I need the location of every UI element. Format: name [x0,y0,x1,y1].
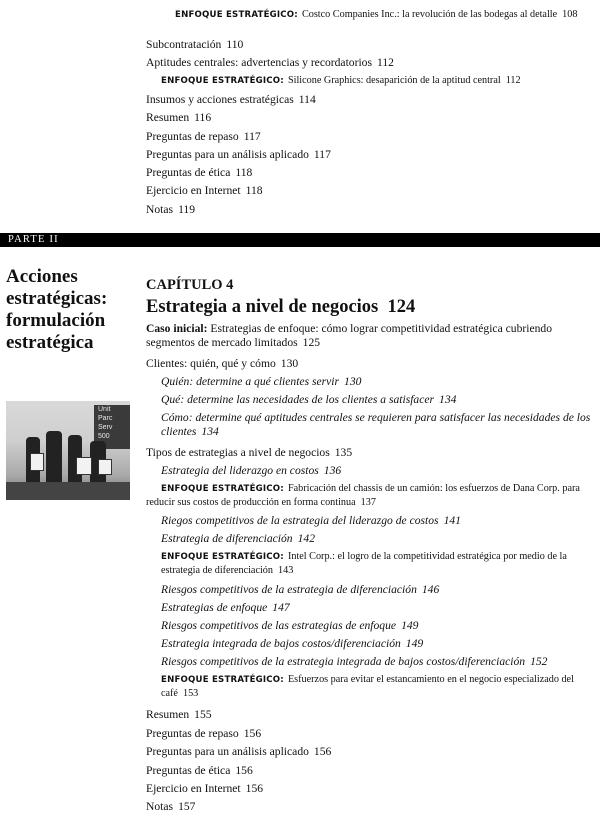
chapter-toc-entry [146,745,331,759]
entry-title: Preguntas para un análisis aplicado [146,745,309,758]
entry-page-number: 149 [401,619,419,632]
entry-page-number: 146 [421,583,440,596]
chapter-toc-entry [146,708,212,722]
enfoque-estrategico-label: ENFOQUE ESTRATÉGICO: [161,675,284,685]
part-banner [0,233,600,247]
chapter-toc-entry [161,655,547,669]
chapter-toc-entry [161,583,439,597]
enfoque-estrategico-label: ENFOQUE ESTRATÉGICO: [175,10,298,20]
entry-page-number: 112 [377,56,394,69]
entry-title: Esfuerzos para evitar el estancamiento en el negocio especializado del café [161,674,574,699]
entry-title: Riegos competitivos de la estrategia del liderazgo de costos [161,514,439,527]
toc-entry [146,184,263,198]
photo-ground [6,482,130,500]
entry-title: Preguntas de repaso [146,727,239,740]
chapter-toc-entry [161,550,591,577]
entry-title: Intel Corp.: el logro de la competitividad estratégica por medio de la estrategia de diferenciación [161,551,567,576]
entry-title: Preguntas de ética [146,764,231,777]
entry-title: Estrategias de enfoque [161,601,268,614]
toc-entry [146,166,252,180]
entry-title: Ejercicio en Internet [146,782,241,795]
photo-placard [98,459,112,475]
chapter-toc-entry [161,532,315,546]
toc-entry [175,8,590,22]
entry-page-number: 136 [323,464,342,477]
part-title: Acciones estratégicas: formulación estratégica [6,266,108,353]
entry-title: Quién: determine a qué clientes servir [161,375,340,388]
entry-title: Cómo: determine qué aptitudes centrales se requieren para satisfacer las necesidades de los clientes [161,411,591,438]
photo-sign: Unit Parc Serv 500 [94,405,130,449]
chapter-toc-entry [161,673,591,700]
chapter-toc-entry [161,464,341,478]
entry-page-number: 125 [302,336,321,349]
entry-page-number: 134 [439,393,457,406]
part-label: PARTE II [8,234,59,245]
entry-title: Costco Companies Inc.: la revolución de las bodegas al detalle [301,9,558,20]
entry-page-number: 118 [245,184,263,197]
protest-photo [6,401,130,500]
photo-person [46,431,62,489]
chapter-toc-entry [161,637,423,651]
entry-page-number: 143 [278,565,294,576]
chapter-toc-entry [146,482,592,509]
entry-page-number: 112 [505,75,521,86]
chapter-toc-entry [146,727,261,741]
entry-page-number: 108 [562,9,578,20]
toc-entry [146,148,331,162]
entry-page-number: 119 [178,203,196,216]
entry-title: Insumos y acciones estratégicas [146,93,294,106]
entry-title: Riesgos competitivos de las estrategias de enfoque [161,619,397,632]
entry-page-number: 117 [313,148,331,161]
entry-page-number: 135 [334,446,353,459]
entry-title: Ejercicio en Internet [146,184,241,197]
entry-title: Riesgos competitivos de la estrategia integrada de bajos costos/diferenciación [161,655,526,668]
entry-title: Estrategia integrada de bajos costos/diferenciación [161,637,401,650]
chapter-title [146,296,415,318]
entry-page-number: 134 [201,425,219,438]
entry-prefix: Caso inicial: [146,322,208,335]
toc-entry [146,111,211,125]
entry-page-number: 147 [272,601,290,614]
chapter-label: CAPÍTULO 4 [146,277,234,293]
entry-title: Preguntas de repaso [146,130,239,143]
chapter-toc-entry [146,800,195,814]
toc-entry [146,93,316,107]
enfoque-estrategico-label: ENFOQUE ESTRATÉGICO: [161,552,284,562]
entry-page-number: 156 [235,764,253,777]
entry-title: Aptitudes centrales: advertencias y recordatorios [146,56,372,69]
entry-page-number: 153 [182,688,199,699]
toc-entry [146,38,243,52]
entry-page-number: 156 [243,727,262,740]
entry-title: Subcontratación [146,38,222,51]
entry-page-number: 155 [194,708,212,721]
photo-placard [30,453,44,471]
entry-title: Riesgos competitivos de la estrategia de diferenciación [161,583,417,596]
entry-title: Notas [146,800,174,813]
entry-title: Clientes: quién, qué y cómo [146,357,276,370]
entry-title: Resumen [146,708,190,721]
entry-title: Estrategias de enfoque: cómo lograr competitividad estratégica cubriendo segmentos de mercado limitados [146,322,552,349]
entry-title: Notas [146,203,174,216]
entry-page-number: 137 [360,497,376,508]
entry-title: Estrategia del liderazgo en costos [161,464,319,477]
enfoque-estrategico-label: ENFOQUE ESTRATÉGICO: [161,76,284,86]
toc-entry [146,130,261,144]
chapter-toc-entry [161,393,456,407]
entry-title: Resumen [146,111,190,124]
chapter-toc-entry [146,322,594,350]
entry-title: Tipos de estrategias a nivel de negocios [146,446,330,459]
chapter-toc-entry [161,514,461,528]
entry-title: Estrategia de diferenciación [161,532,293,545]
photo-placard [76,457,92,475]
chapter-toc-entry [161,601,290,615]
toc-entry [146,203,195,217]
entry-page-number: 130 [280,357,299,370]
chapter-toc-entry [161,619,418,633]
entry-title: Fabricación del chassis de un camión: los esfuerzos de Dana Corp. para reducir sus costos de producción en forma continua [146,483,580,508]
chapter-title-text: Estrategia a nivel de negocios [146,297,379,317]
entry-page-number: 152 [530,655,548,668]
entry-page-number: 142 [297,532,315,545]
entry-title: Preguntas para un análisis aplicado [146,148,309,161]
chapter-toc-entry [161,411,591,439]
chapter-title-page: 124 [387,297,416,317]
entry-title: Preguntas de ética [146,166,231,179]
entry-page-number: 118 [235,166,253,179]
entry-page-number: 130 [344,375,362,388]
toc-entry [161,74,521,88]
entry-page-number: 157 [178,800,196,813]
entry-page-number: 156 [313,745,332,758]
toc-entry [146,56,394,70]
chapter-toc-entry [146,764,253,778]
entry-title: Silicone Graphics: desaparición de la aptitud central [287,75,501,86]
chapter-toc-entry [161,375,361,389]
entry-page-number: 116 [194,111,212,124]
entry-page-number: 156 [245,782,264,795]
entry-title: Qué: determine las necesidades de los clientes a satisfacer [161,393,435,406]
entry-page-number: 149 [405,637,424,650]
chapter-toc-entry [146,357,298,371]
chapter-toc-entry [146,782,263,796]
entry-page-number: 117 [243,130,261,143]
entry-page-number: 110 [226,38,244,51]
entry-page-number: 114 [298,93,316,106]
entry-page-number: 141 [443,514,461,527]
enfoque-estrategico-label: ENFOQUE ESTRATÉGICO: [161,484,284,494]
chapter-toc-entry [146,446,352,460]
